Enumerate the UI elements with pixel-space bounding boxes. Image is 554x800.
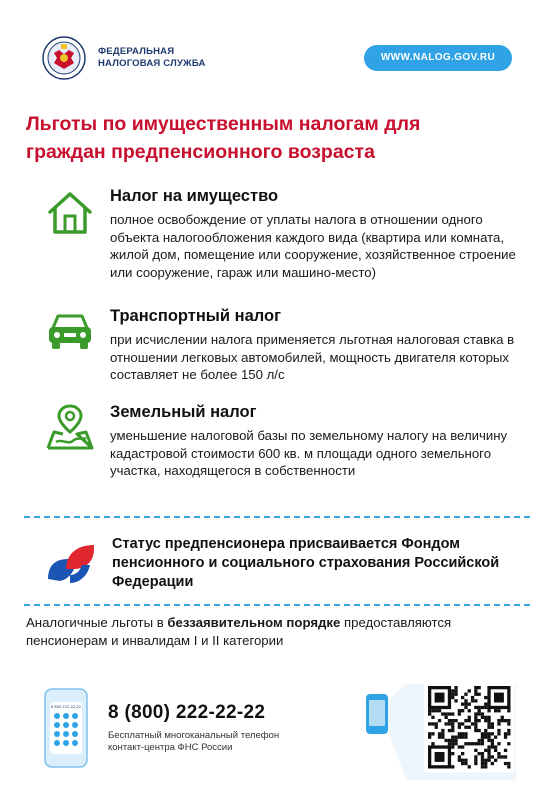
land-map-icon <box>44 402 96 454</box>
benefit-text: уменьшение налоговой базы по земельному налогу на величину кадастровой стоимости 600 кв. м площади одного земельного участка, находящегося в собственности <box>110 428 508 478</box>
benefit-transport-tax <box>44 306 514 386</box>
benefit-land-tax <box>44 402 514 502</box>
hotline-description-line2: контакт-центра ФНС России <box>108 742 233 753</box>
qr-code[interactable] <box>424 682 515 773</box>
divider <box>24 604 530 606</box>
divider <box>24 516 530 518</box>
hotline-description-line1: Бесплатный многоканальный телефон <box>108 730 280 741</box>
benefit-text: при исчислении налога применяется льготная налоговая ставка в отношении легковых автомобилей, мощность двигателя которых составляет не более 150 л/с <box>110 332 515 382</box>
car-icon <box>44 306 96 358</box>
sfr-logo-icon <box>46 539 98 589</box>
benefit-text: полное освобождение от уплаты налога в отношении одного объекта налогообложения каждого вида (квартира или комната, жилой дом, помещение или сооружение, хозяйственное строение или сооружение, гараж или машино-место) <box>110 212 516 280</box>
org-name-line2: НАЛОГОВАЯ СЛУЖБА <box>98 58 206 69</box>
org-name <box>98 46 206 70</box>
page-title <box>26 110 526 166</box>
note-text-part2: предоставляются пенсионерам и инвалидам I и II категории <box>26 615 452 648</box>
sfr-status-text: Статус предпенсионера присваивается Фондом пенсионного и социального страхования Российской Федерации <box>112 536 500 590</box>
fns-emblem-icon <box>42 36 86 80</box>
benefit-heading: Налог на имущество <box>110 187 279 205</box>
note-text-part1: Аналогичные льготы в <box>26 615 168 630</box>
page-title-line2: граждан предпенсионного возраста <box>26 141 375 163</box>
hotline-phone-number[interactable]: 8 (800) 222-22-22 <box>108 702 266 723</box>
website-link[interactable]: WWW.NALOG.GOV.RU <box>364 45 512 71</box>
benefit-property-tax <box>44 186 514 296</box>
org-name-line1: ФЕДЕРАЛЬНАЯ <box>98 46 175 57</box>
benefit-heading: Транспортный налог <box>110 307 281 325</box>
sfr-status-block <box>46 535 516 595</box>
note-text-bold: беззаявительном порядке <box>167 615 341 630</box>
benefit-heading: Земельный налог <box>110 403 257 421</box>
phone-screen-number: 8 800 222-22-22 <box>50 705 82 709</box>
hotline-description <box>108 730 318 754</box>
header <box>42 36 512 80</box>
qr-code-block <box>366 680 516 780</box>
pensioners-note <box>26 614 526 650</box>
phone-icon <box>44 688 88 768</box>
house-icon <box>44 186 96 238</box>
page-title-line1: Льготы по имущественным налогам для <box>26 113 421 135</box>
